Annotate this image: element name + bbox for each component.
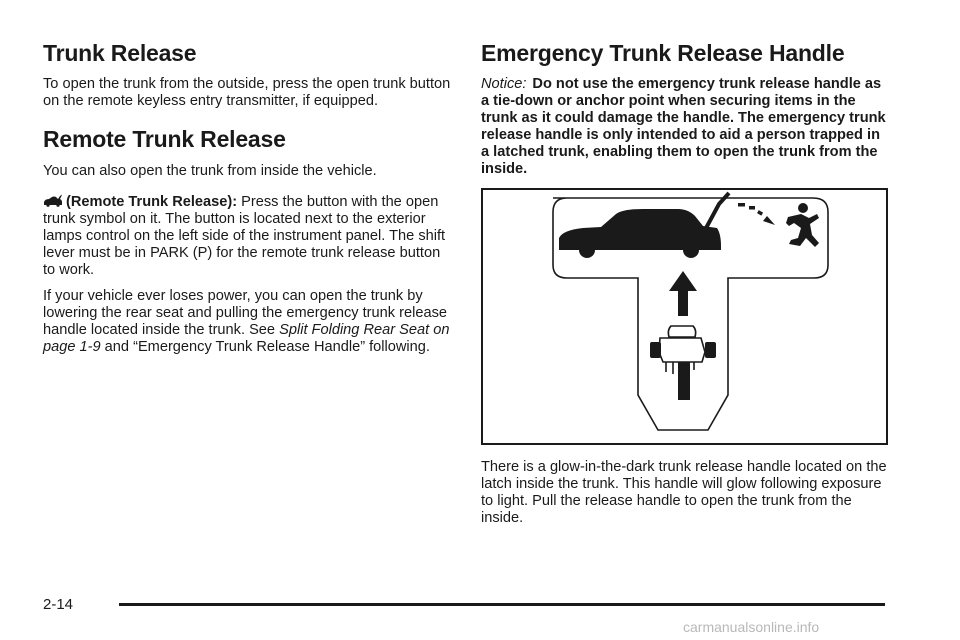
glow-handle-paragraph: There is a glow-in-the-dark trunk release handle located on the latch inside the trunk. This handle will glow following exposure to light. Pull the release handle to open the trunk from the inside. (481, 459, 887, 527)
car-silhouette-icon (559, 209, 721, 258)
dashed-arrow-icon (738, 203, 775, 225)
page-number: 2-14 (43, 596, 74, 613)
power-loss-text-start: If your vehicle ever loses power, you can open the trunk by lowering the rear seat and pulling the emergency trunk release handle located inside the trunk. See (43, 287, 447, 338)
hand-grip-icon (650, 326, 716, 400)
emergency-trunk-release-heading: Emergency Trunk Release Handle (481, 40, 845, 66)
remote-trunk-release-button-paragraph (43, 194, 455, 279)
trunk-release-paragraph: To open the trunk from the outside, press the open trunk button on the remote keyless entry transmitter, if equipped. (43, 76, 451, 110)
split-folding-seat-link[interactable]: Split Folding Rear Seat on page 1-9 (43, 321, 450, 355)
remote-trunk-release-intro: You can also open the trunk from inside the vehicle. (43, 162, 377, 179)
footer-rule (119, 603, 885, 606)
notice-paragraph (481, 76, 891, 178)
open-trunk-icon (43, 194, 63, 207)
remote-trunk-release-heading: Remote Trunk Release (43, 126, 286, 153)
power-loss-text-end: and “Emergency Trunk Release Handle” following. (100, 338, 430, 355)
remote-trunk-release-label: (Remote Trunk Release): (66, 193, 238, 210)
running-person-icon (786, 203, 819, 247)
up-arrow-icon (669, 271, 697, 316)
trunk-release-heading: Trunk Release (43, 40, 197, 66)
trunk-release-handle-illustration (481, 188, 888, 445)
power-loss-paragraph (43, 288, 455, 356)
notice-text: Do not use the emergency trunk release handle as a tie-down or anchor point when securing items in the trunk as it could damage the handle. The emergency trunk release handle is only intended to aid a person trapped in a latched trunk, enabling them to open the trunk from the inside. (481, 76, 886, 178)
left-column (43, 40, 455, 365)
remote-trunk-release-description: Press the button with the open trunk symbol on it. The button is located next to the exterior lamps control on the left side of the instrument panel. The shift lever must be in PARK (P) for the remote trunk release button to work. (43, 193, 446, 278)
watermark: carmanualsonline.info (683, 619, 820, 635)
notice-label: Notice: (481, 76, 527, 93)
right-column (481, 40, 891, 536)
